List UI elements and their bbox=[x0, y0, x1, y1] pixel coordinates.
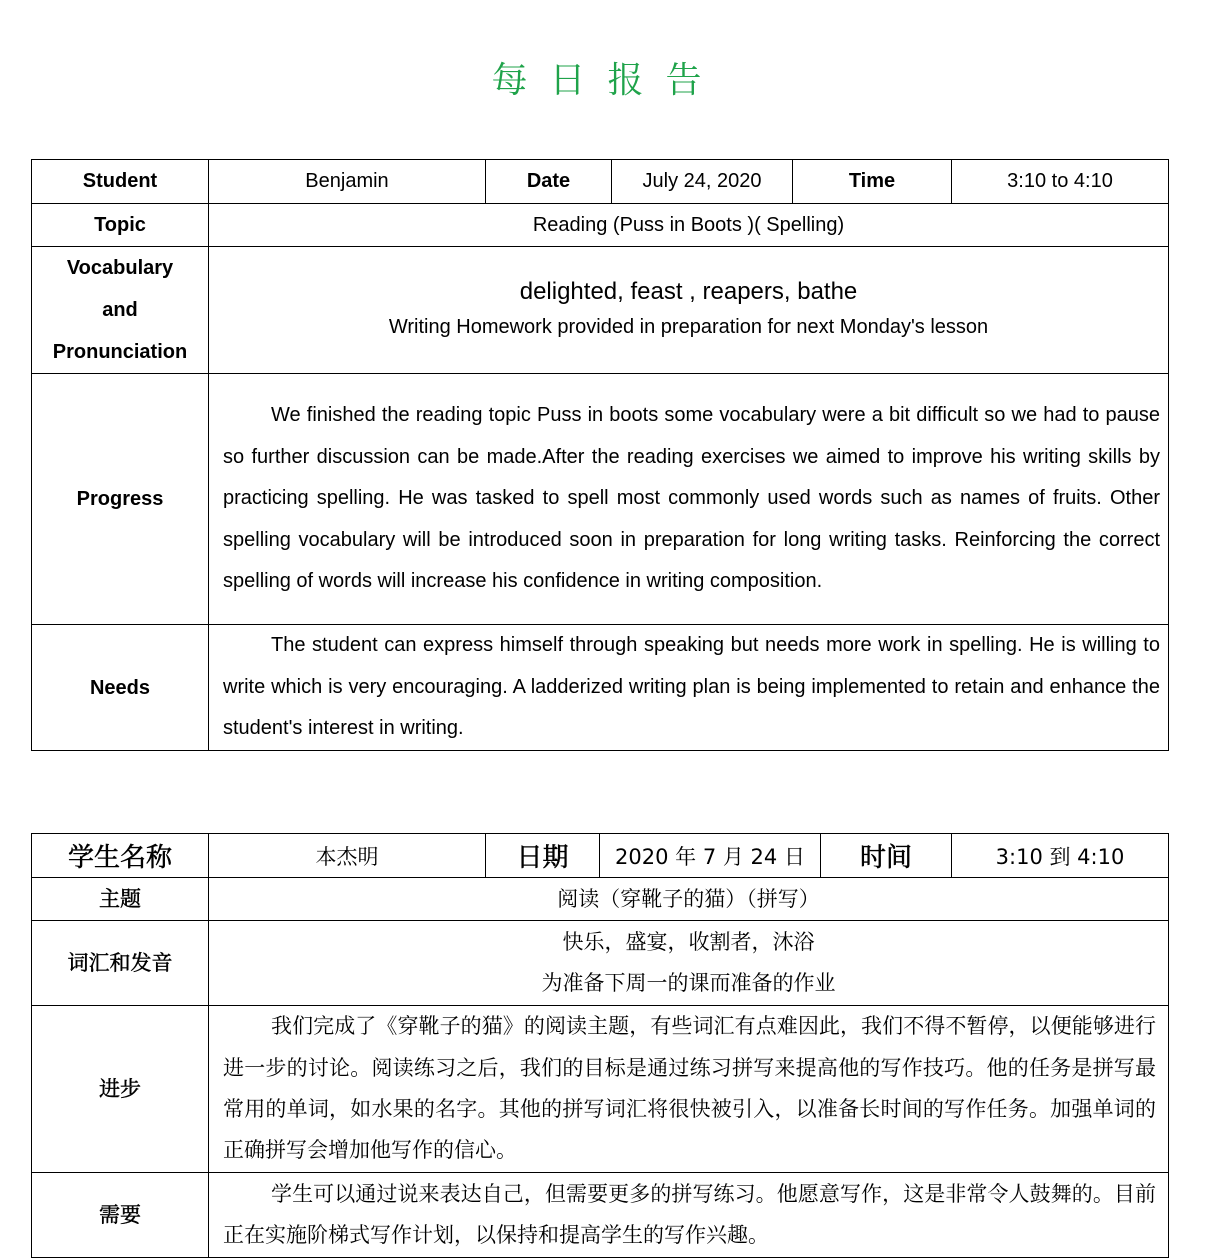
vocabulary-note: Writing Homework provided in preparation for next Monday's lesson bbox=[388, 316, 989, 338]
chinese-report-table bbox=[31, 833, 1169, 1258]
student-label: Student bbox=[32, 160, 209, 204]
progress-cell bbox=[209, 374, 1169, 625]
cn-vocabulary-words: 快乐，盛宴，收割者，沐浴 bbox=[562, 930, 815, 954]
vocabulary-cell bbox=[209, 247, 1169, 374]
cn-progress-label: 进步 bbox=[32, 1006, 209, 1173]
cn-needs-text: 学生可以通过说来表达自己，但需要更多的拼写练习。他愿意写作，这是非常令人鼓舞的。目前正在实施阶梯式写作计划，以保持和提高学生的写作兴趣。 bbox=[223, 1181, 1156, 1247]
cn-student-label: 学生名称 bbox=[32, 834, 209, 878]
cn-date-value: 2020 年 7 月 24 日 bbox=[600, 834, 821, 878]
english-report-table bbox=[31, 159, 1169, 751]
page-title: 每日报告 bbox=[491, 60, 724, 101]
date-value: July 24, 2020 bbox=[612, 160, 793, 204]
cn-topic-label: 主题 bbox=[32, 878, 209, 921]
student-value: Benjamin bbox=[209, 160, 486, 204]
needs-label: Needs bbox=[32, 625, 209, 751]
vocabulary-label bbox=[32, 247, 209, 374]
vocabulary-label-line-1: Vocabulary bbox=[66, 257, 174, 279]
date-label: Date bbox=[486, 160, 612, 204]
cn-needs-cell bbox=[209, 1173, 1169, 1258]
time-value: 3:10 to 4:10 bbox=[952, 160, 1169, 204]
cn-time-label: 时间 bbox=[821, 834, 952, 878]
vocabulary-label-line-2: and bbox=[102, 299, 138, 321]
progress-label: Progress bbox=[32, 374, 209, 625]
cn-vocabulary-note: 为准备下周一的课而准备的作业 bbox=[541, 971, 836, 995]
topic-label: Topic bbox=[32, 204, 209, 247]
vocabulary-label-line-3: Pronunciation bbox=[52, 341, 188, 363]
cn-topic-value: 阅读（穿靴子的猫）（拼写） bbox=[209, 878, 1169, 921]
cn-progress-text: 我们完成了《穿靴子的猫》的阅读主题，有些词汇有点难因此，我们不得不暂停，以便能够进行进一步的讨论。阅读练习之后，我们的目标是通过练习拼写来提高他的写作技巧。他的任务是拼写最常用的单词，如水果的名字。其他的拼写词汇将很快被引入，以准备长时间的写作任务。加强单词的正确拼写会增加他写作的信心。 bbox=[223, 1014, 1156, 1163]
cn-vocabulary-cell bbox=[209, 921, 1169, 1006]
needs-cell bbox=[209, 625, 1169, 751]
cn-student-value: 本杰明 bbox=[209, 834, 486, 878]
time-label: Time bbox=[793, 160, 952, 204]
cn-time-value: 3:10 到 4:10 bbox=[952, 834, 1169, 878]
cn-vocabulary-label: 词汇和发音 bbox=[32, 921, 209, 1006]
topic-value: Reading (Puss in Boots )( Spelling) bbox=[209, 204, 1169, 247]
vocabulary-words: delighted, feast , reapers, bathe bbox=[519, 278, 858, 305]
progress-text: We finished the reading topic Puss in boots some vocabulary were a bit difficult so we had to pause so further discussion can be made.After the reading exercises we aimed to improve his writing skills by practicing spelling. He was tasked to spell most commonly used words such as names of fruits. Other spelling vocabulary will be introduced soon in preparation for long writing tasks. Reinforcing the correct spelling of words will increase his confidence in writing composition. bbox=[223, 404, 1160, 593]
needs-text: The student can express himself through speaking but needs more work in spelling. He is willing to write which is very encouraging. A ladderized writing plan is being implemented to retain and enhance the student's interest in writing. bbox=[223, 634, 1160, 740]
cn-progress-cell bbox=[209, 1006, 1169, 1173]
cn-date-label: 日期 bbox=[486, 834, 600, 878]
cn-needs-label: 需要 bbox=[32, 1173, 209, 1258]
